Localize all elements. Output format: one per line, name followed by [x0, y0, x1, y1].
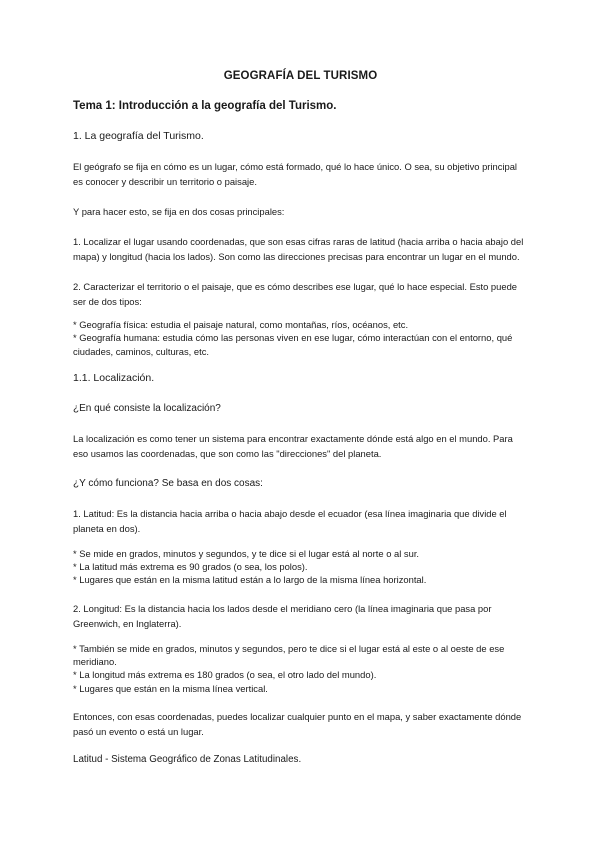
section-heading-localizacion: 1.1. Localización.: [73, 371, 155, 384]
paragraph-caracterizar: 2. Caracterizar el territorio o el paisaje, que es cómo describes ese lugar, qué lo hace especial. Esto puede ser de dos tipos:: [73, 281, 517, 307]
list-latitud: [73, 547, 528, 587]
paragraph-longitud: 2. Longitud: Es la distancia hacia los lados desde el meridiano cero (la línea imaginaria que pasa por Greenwich, en Inglaterra).: [73, 602, 492, 629]
list-item: * La latitud más extrema es 90 grados (o sea, los polos).: [73, 561, 308, 573]
list-item: * Se mide en grados, minutos y segundos, y te dice si el lugar está al norte o al sur.: [73, 547, 420, 559]
paragraph-latitud: 1. Latitud: Es la distancia hacia arriba o hacia abajo desde el ecuador (esa línea imaginaria que divide el planeta en dos).: [73, 507, 507, 534]
list-geografia-tipos: [73, 318, 528, 358]
section-heading-geografia-turismo: 1. La geografía del Turismo.: [73, 130, 204, 142]
paragraph-dos-cosas: Y para hacer esto, se fija en dos cosas principales:: [73, 206, 285, 217]
question-como-funciona: ¿Y cómo funciona? Se basa en dos cosas:: [73, 477, 263, 489]
paragraph-localizacion: La localización es como tener un sistema para encontrar exactamente dónde está algo en el mundo. Para eso usamos las coordenadas, que son como las "direcciones" del planeta.: [73, 432, 513, 459]
paragraph-localizar: 1. Localizar el lugar usando coordenadas, que son esas cifras raras de latitud (hacia arriba o hacia abajo del mapa) y longitud (hacia los lados). Son como las direcciones precisas para encontrar un lugar en el mundo.: [73, 236, 524, 262]
paragraph-geografo: El geógrafo se fija en cómo es un lugar, cómo está formado, qué lo hace único. O sea, su objetivo principal es conocer y describir un territorio o paisaje.: [73, 161, 518, 187]
list-item: * Geografía humana: estudia cómo las personas viven en ese lugar, cómo interactúan con el entorno, qué ciudades, caminos, culturas, etc.: [73, 332, 513, 357]
list-item: * También se mide en grados, minutos y segundos, pero te dice si el lugar está al este o al oeste de ese meridiano.: [73, 642, 505, 668]
question-localizacion: ¿En qué consiste la localización?: [73, 402, 221, 414]
list-longitud: [73, 642, 528, 695]
document-title: GEOGRAFÍA DEL TURISMO: [223, 70, 378, 82]
list-item: * La longitud más extrema es 180 grados (o sea, el otro lado del mundo).: [73, 669, 377, 681]
paragraph-coordenadas-conclusion: Entonces, con esas coordenadas, puedes localizar cualquier punto en el mapa, y saber exactamente dónde pasó un evento o está un lugar.: [73, 710, 522, 737]
latitud-sistema-line: Latitud - Sistema Geográfico de Zonas Latitudinales.: [73, 753, 302, 765]
list-item: * Geografía física: estudia el paisaje natural, como montañas, ríos, océanos, etc.: [73, 319, 409, 330]
list-item: * Lugares que están en la misma latitud están a lo largo de la misma línea horizontal.: [73, 574, 427, 586]
list-item: * Lugares que están en la misma línea vertical.: [73, 682, 268, 694]
topic-heading: Tema 1: Introducción a la geografía del Turismo.: [73, 100, 337, 112]
